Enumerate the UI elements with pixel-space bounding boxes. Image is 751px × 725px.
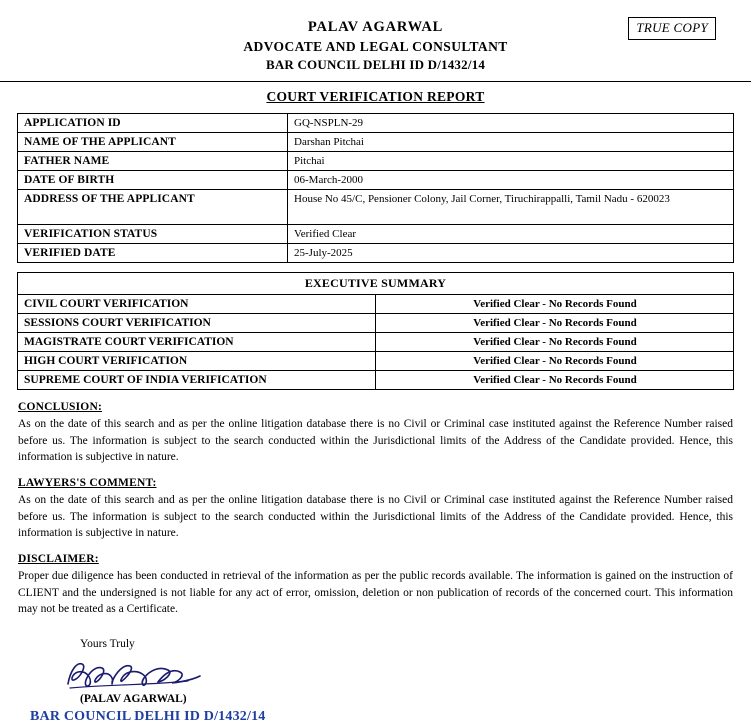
- summary-value: Verified Clear - No Records Found: [376, 313, 734, 332]
- table-row: [18, 332, 734, 351]
- summary-label: MAGISTRATE COURT VERIFICATION: [18, 332, 376, 351]
- detail-value: Verified Clear: [288, 224, 734, 243]
- lawyers-comment-title: LAWYERS'S COMMENT:: [18, 476, 157, 489]
- header-divider: [0, 81, 751, 82]
- advocate-bar-council-id: BAR COUNCIL DELHI ID D/1432/14: [265, 56, 486, 72]
- conclusion-title: CONCLUSION:: [18, 400, 102, 413]
- page-title: COURT VERIFICATION REPORT: [266, 88, 485, 104]
- advocate-designation: ADVOCATE AND LEGAL CONSULTANT: [243, 38, 508, 54]
- detail-value: House No 45/C, Pensioner Colony, Jail Corner, Tiruchirappalli, Tamil Nadu - 620023: [288, 189, 734, 224]
- summary-label: SESSIONS COURT VERIFICATION: [18, 313, 376, 332]
- summary-label: SUPREME COURT OF INDIA VERIFICATION: [18, 370, 376, 389]
- detail-value: Darshan Pitchai: [288, 132, 734, 151]
- table-row: [18, 170, 734, 189]
- detail-value: 25-July-2025: [288, 243, 734, 262]
- summary-label: HIGH COURT VERIFICATION: [18, 351, 376, 370]
- table-row: [18, 272, 734, 294]
- summary-label: CIVIL COURT VERIFICATION: [18, 294, 376, 313]
- disclaimer-title: DISCLAIMER:: [18, 553, 99, 565]
- summary-value: Verified Clear - No Records Found: [376, 294, 734, 313]
- conclusion-text: As on the date of this search and as per the online litigation database there is no Civil or Criminal case instituted against the Reference Number raised before us. The information is subject to the search conducted within the Jurisdictional limits of the Address of the Candidate provided. Hence, this information is subjective in nature.: [18, 417, 733, 464]
- detail-label: APPLICATION ID: [18, 113, 288, 132]
- signature-image: [18, 654, 733, 692]
- detail-label: VERIFIED DATE: [18, 243, 288, 262]
- table-row: [18, 243, 734, 262]
- table-row: [18, 189, 734, 224]
- detail-label: DATE OF BIRTH: [18, 170, 288, 189]
- table-row: [18, 370, 734, 389]
- true-copy-stamp: TRUE COPY: [628, 17, 716, 40]
- table-row: [18, 132, 734, 151]
- footer-bar-council-id: BAR COUNCIL DELHI ID D/1432/14: [30, 709, 266, 725]
- detail-value: GQ-NSPLN-29: [288, 113, 734, 132]
- advocate-name: PALAV AGARWAL: [307, 19, 444, 35]
- table-row: [18, 224, 734, 243]
- closing-salutation: Yours Truly: [80, 638, 135, 651]
- detail-label: ADDRESS OF THE APPLICANT: [18, 189, 288, 224]
- applicant-details-table: [17, 113, 734, 263]
- report-body: [0, 401, 751, 705]
- table-row: [18, 113, 734, 132]
- table-row: [18, 151, 734, 170]
- detail-label: NAME OF THE APPLICANT: [18, 132, 288, 151]
- lawyers-comment-text: As on the date of this search and as per the online litigation database there is no Civil or Criminal case instituted against the Reference Number raised before us. The information is subject to the search conducted within the Jurisdictional limits of the Address of the Candidate provided. Hence, this information is subjective in nature.: [18, 493, 733, 540]
- summary-value: Verified Clear - No Records Found: [376, 370, 734, 389]
- summary-value: Verified Clear - No Records Found: [376, 332, 734, 351]
- executive-summary-header: EXECUTIVE SUMMARY: [18, 272, 734, 294]
- detail-value: Pitchai: [288, 151, 734, 170]
- executive-summary-table: [17, 272, 734, 390]
- detail-label: VERIFICATION STATUS: [18, 224, 288, 243]
- table-row: [18, 313, 734, 332]
- table-gap: [17, 263, 734, 272]
- detail-value: 06-March-2000: [288, 170, 734, 189]
- disclaimer-text: Proper due diligence has been conducted in retrieval of the information as per the public records available. The information is gained on the instruction of CLIENT and the undersigned is not liable for any act of error, omission, deletion or non publication of records of the concerned court. This information may not be treated as a Certificate.: [18, 570, 733, 616]
- summary-value: Verified Clear - No Records Found: [376, 351, 734, 370]
- detail-label: FATHER NAME: [18, 151, 288, 170]
- signatory-name: (PALAV AGARWAL): [80, 693, 187, 706]
- table-row: [18, 294, 734, 313]
- details-table-wrapper: [0, 113, 751, 390]
- table-row: [18, 351, 734, 370]
